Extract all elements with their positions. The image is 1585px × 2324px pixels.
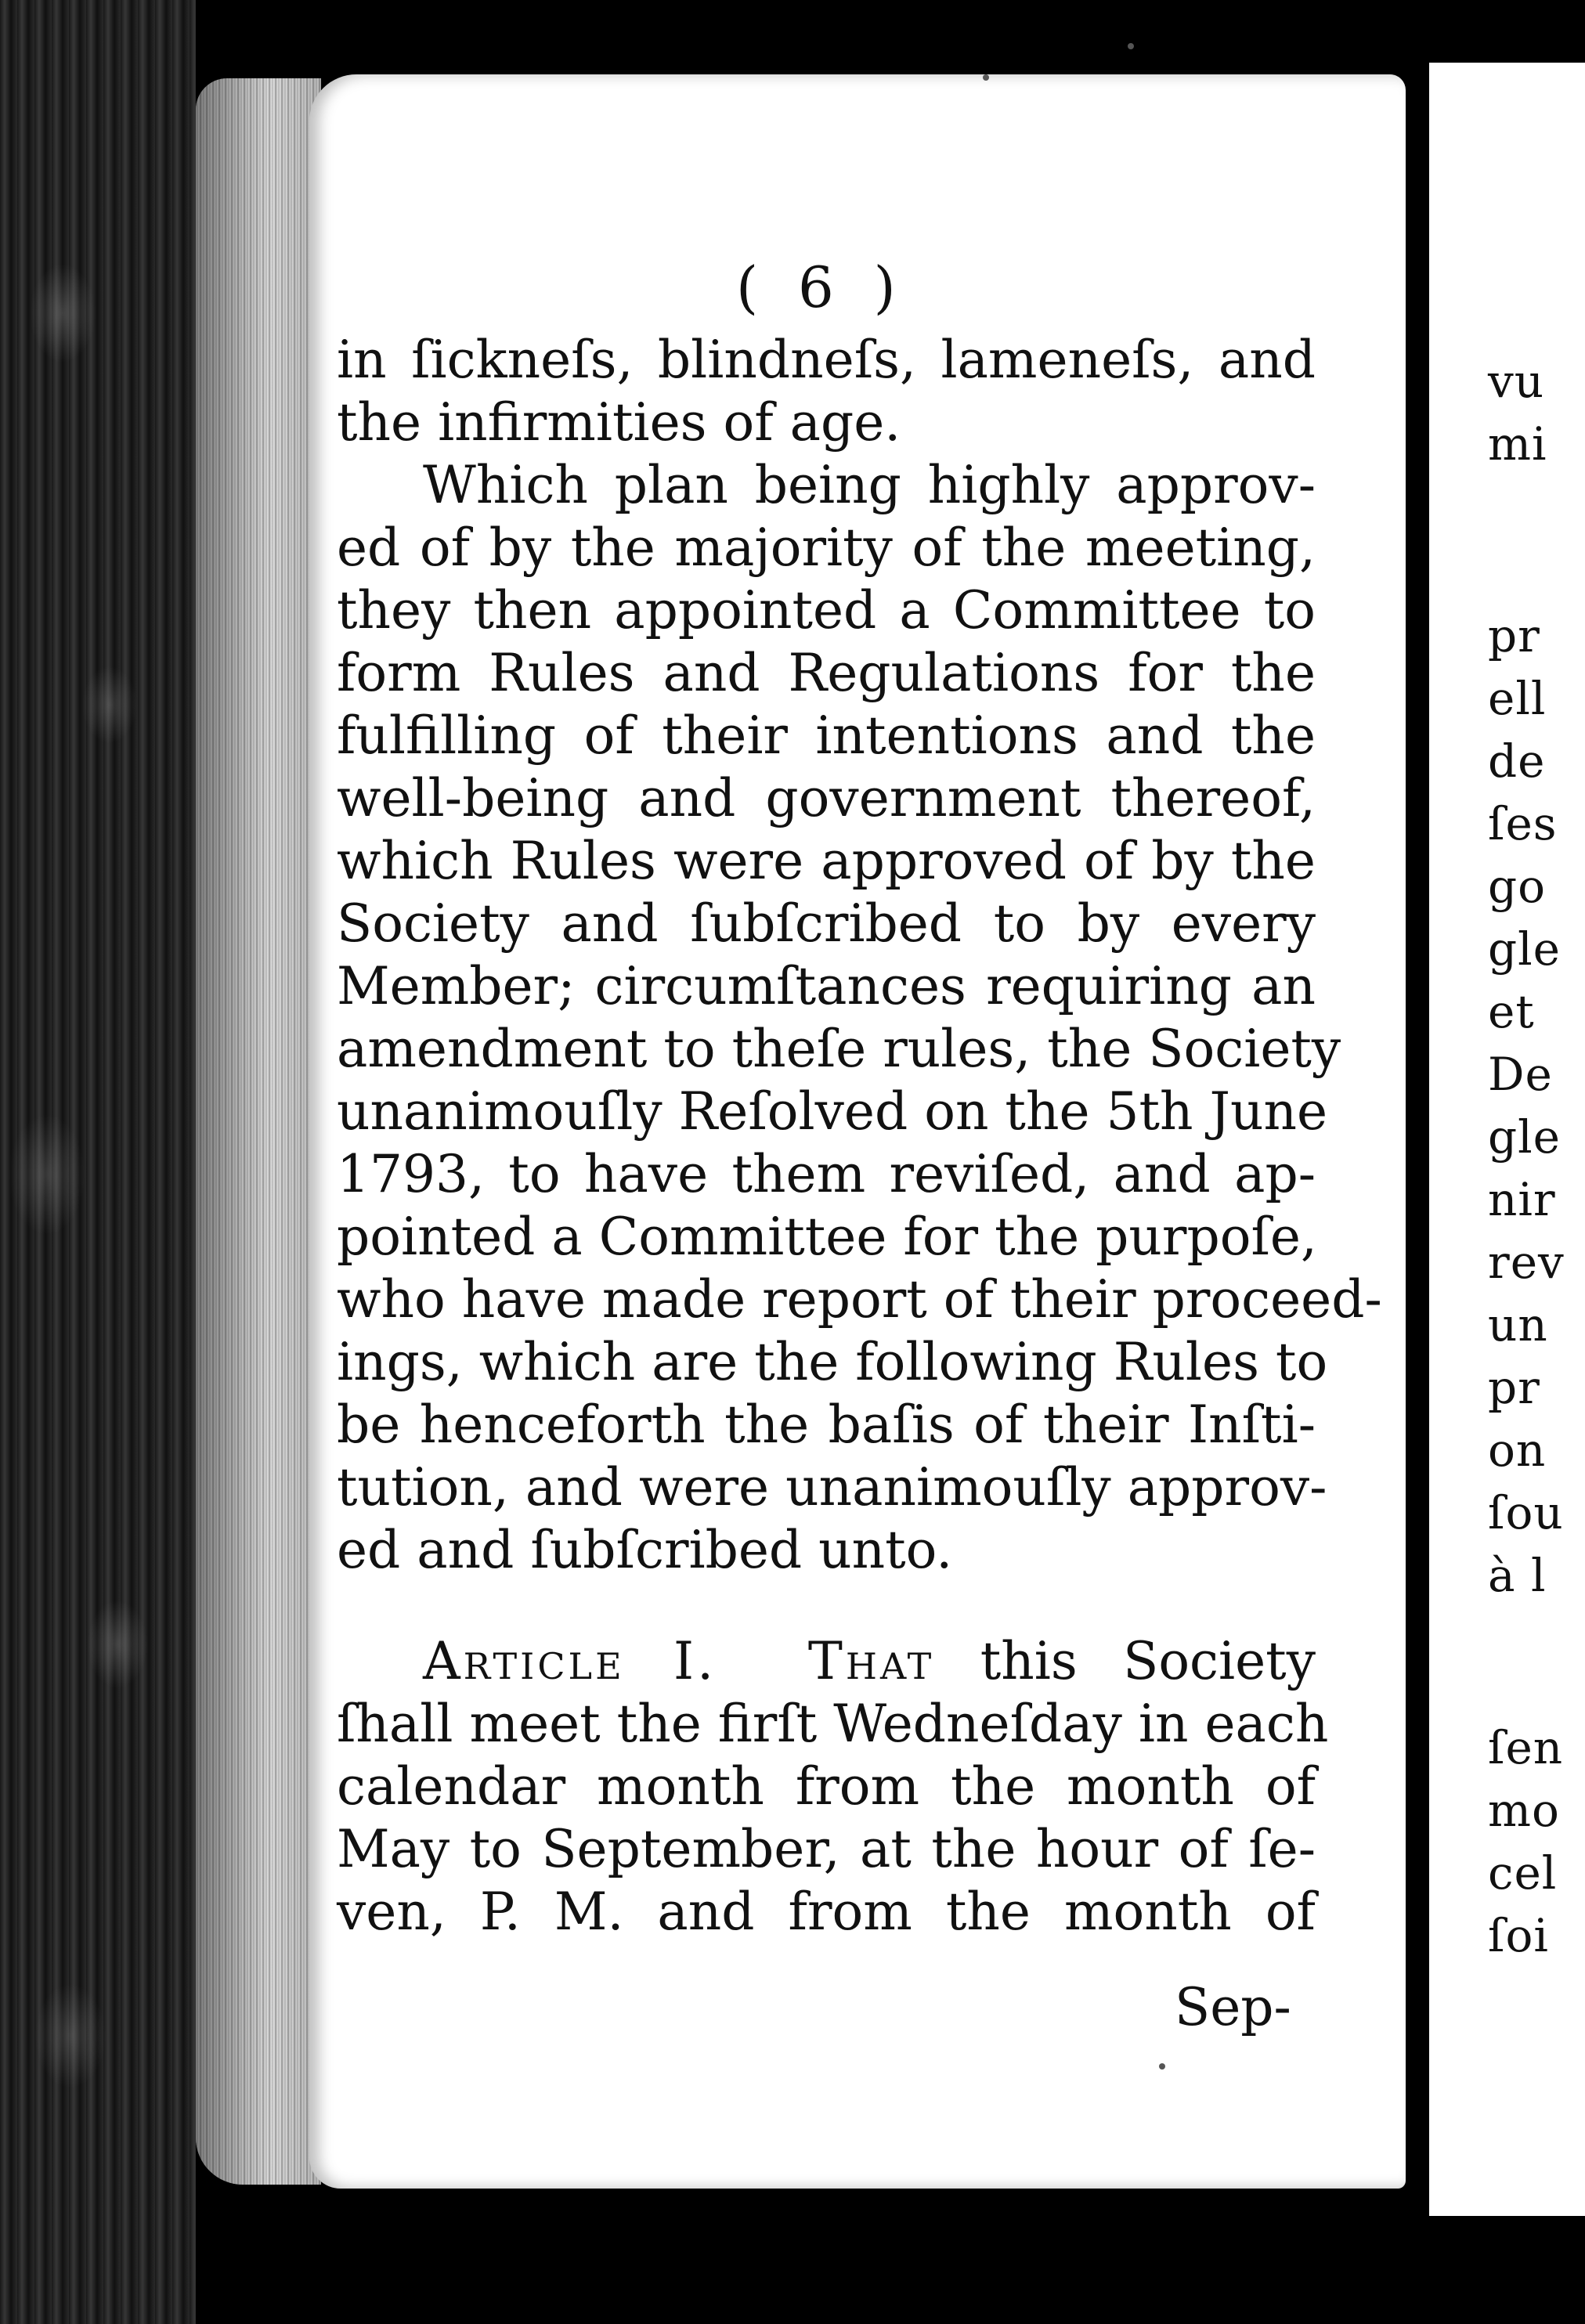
right-page-fragment: de [1488, 734, 1546, 788]
article-first-word: That [807, 1631, 935, 1691]
text-line: pointed a Committee for the purpoſe, [337, 1207, 1317, 1267]
text-line: ven, P. M. and from the month of [337, 1882, 1316, 1942]
text-line: who have made report of their proceed- [337, 1269, 1382, 1330]
text-line: be henceforth the baſis of their Inſti- [337, 1395, 1316, 1455]
right-page-fragment: go [1488, 860, 1547, 913]
right-page-fragment: gle [1488, 1110, 1562, 1164]
text-line: Which plan being highly approv- [423, 455, 1316, 515]
catchword: Sep- [1175, 1977, 1291, 2037]
page-number: ( 6 ) [736, 254, 907, 320]
right-page-fragment: rev [1488, 1236, 1565, 1289]
right-page-fragment: ſes [1488, 797, 1558, 850]
binding-marbling [0, 0, 196, 2324]
text-line: fulfilling of their intentions and the [337, 706, 1316, 766]
right-page-fragment: vu [1488, 355, 1545, 408]
right-page-fragment: on [1488, 1424, 1547, 1477]
text-line: form Rules and Regulations for the [337, 643, 1316, 703]
ink-speck [1128, 43, 1134, 49]
article-line-text: this Society [980, 1631, 1316, 1691]
text-line: ſhall meet the firſt Wedneſday in each [337, 1694, 1329, 1754]
right-page-fragment: ſoi [1488, 1909, 1549, 1962]
text-line: unanimouſly Reſolved on the 5th June [337, 1081, 1328, 1142]
ink-speck [983, 74, 989, 81]
right-page-fragment: mi [1488, 417, 1547, 471]
right-page-fragment: ſen [1488, 1721, 1564, 1774]
paragraph-gap [337, 1582, 1316, 1630]
right-page-fragment: ell [1488, 672, 1547, 725]
right-page-fragment: mo [1488, 1784, 1560, 1837]
right-page-fragment: gle [1488, 922, 1562, 976]
text-line: ed and ſubſcribed unto. [337, 1520, 953, 1580]
ink-speck [1159, 2063, 1165, 2070]
text-line: calendar month from the month of [337, 1756, 1316, 1817]
right-page-fragment: pr [1488, 609, 1540, 662]
text-line: well-being and government thereof, [337, 768, 1316, 828]
article-heading: Article I. [423, 1631, 717, 1691]
right-page-fragment: un [1488, 1298, 1548, 1351]
text-line: ings, which are the following Rules to [337, 1332, 1328, 1392]
text-line: Society and ſubſcribed to by every [337, 893, 1316, 954]
text-line: in ſickneſs, blindneſs, lameneſs, and [337, 330, 1316, 390]
text-line: which Rules were approved of by the [337, 831, 1316, 891]
text-line: the infirmities of age. [337, 392, 901, 453]
text-line: ed of by the majority of the meeting, [337, 518, 1316, 578]
page-body-text [337, 329, 1382, 1943]
right-page-fragment: nir [1488, 1173, 1556, 1226]
text-line: they then appointed a Committee to [337, 580, 1316, 641]
text-line: 1793, to have them reviſed, and ap- [337, 1144, 1316, 1204]
text-line: May to September, at the hour of ſe- [337, 1819, 1316, 1879]
book-gutter [1406, 63, 1429, 2216]
right-page-fragment: à l [1488, 1549, 1547, 1602]
right-page-fragment: et [1488, 985, 1535, 1038]
right-page-fragment: ſou [1488, 1486, 1564, 1539]
right-page-fragment: cel [1488, 1846, 1558, 1900]
text-line: amendment to theſe rules, the Society [337, 1019, 1341, 1079]
page-fore-edge-shadow [196, 78, 321, 2185]
right-page-fragment: pr [1488, 1361, 1540, 1414]
text-line: tution, and were unanimouſly approv- [337, 1457, 1327, 1517]
text-line: Member; circumſtances requiring an [337, 956, 1316, 1016]
article-heading-line [337, 1630, 1316, 1693]
right-page-fragment: De [1488, 1048, 1553, 1101]
